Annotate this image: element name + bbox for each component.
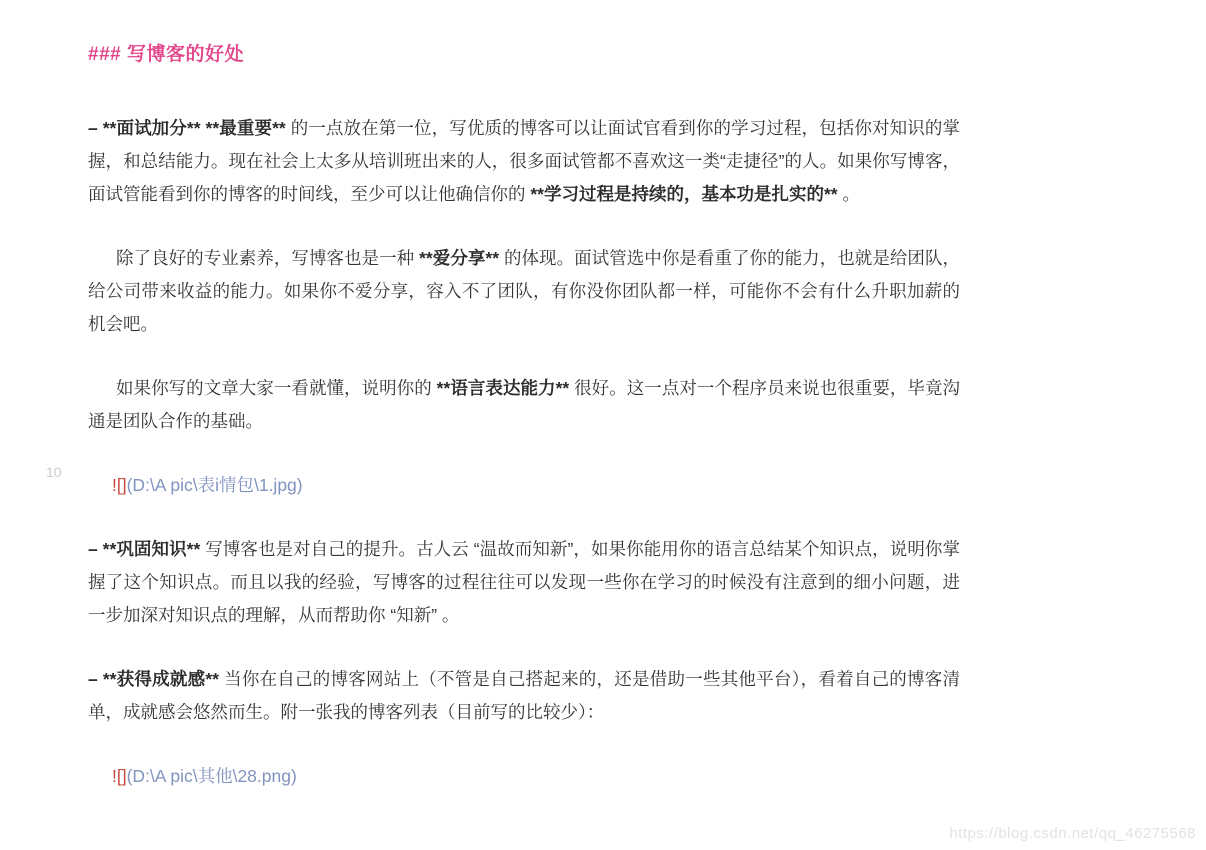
paragraph-expression-ability [88,372,960,438]
image-markdown-marker: ![] [112,766,127,786]
text-segment: 除了良好的专业素养，写博客也是一种 [116,248,420,268]
bold-text-segment: – **面试加分** **最重要** [88,118,286,138]
image-markdown-path: (D:\A pic\其他\28.png) [126,766,297,786]
text-segment: 很好。这一点对一个程序员来说也很重要，毕竟沟通是团队合作的基础。 [88,378,960,431]
markdown-content-area[interactable] [88,42,960,824]
image-markdown-link-2 [88,760,960,793]
markdown-heading: ### 写博客的好处 [88,44,244,65]
bullet-paragraph-interview-bonus [88,112,960,211]
paragraph-love-sharing [88,242,960,341]
bold-text-segment: **爱分享** [419,248,500,268]
image-markdown-marker: ![] [112,475,127,495]
text-segment: 如果你写的文章大家一看就懂，说明你的 [116,378,437,398]
bold-text-segment: **学习过程是持续的，基本功是扎实的** [530,184,838,204]
image-markdown-link-1 [88,469,960,502]
gutter-line-number: 10 [46,464,62,480]
bold-text-segment: – **巩固知识** [88,539,201,559]
bullet-paragraph-sense-of-achievement [88,663,960,729]
text-segment: 当你在自己的博客网站上（不管是自己搭起来的，还是借助一些其他平台），看着自己的博客清单，成就感会悠然而生。附一张我的博客列表（目前写的比较少）： [88,669,961,722]
csdn-watermark: https://blog.csdn.net/qq_46275568 [949,825,1196,842]
bold-text-segment: – **获得成就感** [88,669,219,689]
bullet-paragraph-consolidate-knowledge [88,533,960,632]
image-markdown-path: (D:\A pic\表i情包\1.jpg) [126,475,303,495]
text-segment: 的一点放在第一位，写优质的博客可以让面试官看到你的学习过程，包括你对知识的掌握，和总结能力。现在社会上太多从培训班出来的人，很多面试管都不喜欢这一类“走捷径”的人。如果你写博客，面试管能看到你的博客的时间线，至少可以让他确信你的 [88,118,960,204]
text-segment: 写博客也是对自己的提升。古人云 “温故而知新”，如果你能用你的语言总结某个知识点，说明你掌握了这个知识点。而且以我的经验，写博客的过程往往可以发现一些你在学习的时候没有注意到的细小问题，进一步加深对知识点的理解，从而帮助你 “知新” 。 [88,539,960,625]
bold-text-segment: **语言表达能力** [436,378,570,398]
text-segment: 。 [837,184,860,204]
text-segment: 的体现。面试管选中你是看重了你的能力，也就是给团队，给公司带来收益的能力。如果你不爱分享，容入不了团队，有你没你团队都一样，可能你不会有什么升职加薪的机会吧。 [88,248,960,334]
